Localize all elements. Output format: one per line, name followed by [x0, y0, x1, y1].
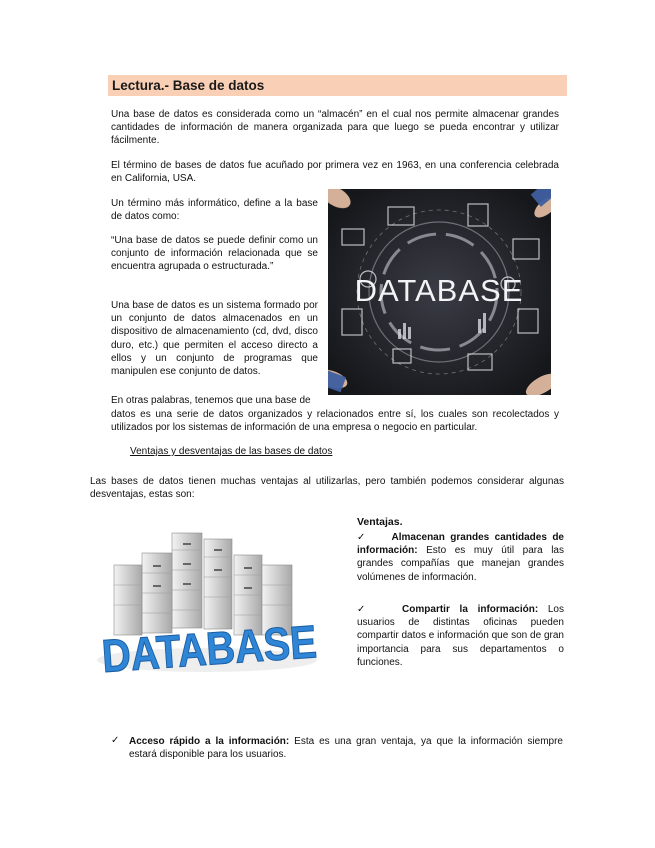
paragraph-history: El término de bases de datos fue acuñado por primera vez en 1963, en una conferencia celebrada en California, USA.	[111, 160, 559, 185]
advantage-storage	[357, 531, 564, 584]
paragraph-definition-quote: “Una base de datos se puede definir como un conjunto de información relacionada que se encuentra agrupada o estructurada.”	[111, 235, 318, 273]
paragraph-other-words: datos es una serie de datos organizados y relacionados entre sí, los cuales son recolectados y utilizados por los sistemas de información de una empresa o negocio en particular.	[111, 409, 559, 434]
advantage-storage-title: Almacenan grandes cantidades de información:	[357, 532, 564, 557]
paragraph-advantages-intro: Las bases de datos tienen muchas ventajas al utilizarlas, pero también podemos considerar algunas desventajas, estas son:	[90, 476, 564, 501]
check-icon: ✓	[357, 604, 373, 615]
advantage-fast-access-text: Esta es una gran ventaja, ya que la información siempre estará disponible para los usuarios.	[129, 736, 563, 761]
check-icon: ✓	[111, 735, 120, 746]
database-hud-graphic	[328, 189, 551, 395]
check-icon: ✓	[357, 532, 369, 543]
advantage-sharing	[357, 603, 564, 669]
database-illustration-image	[328, 189, 551, 395]
advantage-sharing-text: Los usuarios de distintas oficinas pueden compartir datos e información que son de gran importancia para sus departamentos o funciones.	[357, 604, 564, 668]
servers-graphic	[92, 525, 327, 685]
advantage-fast-access-title: Acceso rápido a la información:	[129, 736, 290, 747]
paragraph-system: Una base de datos es un sistema formado por un conjunto de datos almacenados en un dispositivo de almacenamiento (cd, dvd, disco duro, etc.) que permiten el acceso directo a ellos y un conjunto de programas que manipulen ese conjunto de datos.	[111, 300, 318, 378]
advantages-heading: Ventajas.	[357, 516, 403, 528]
paragraph-definition-lead: Un término más informático, define a la base de datos como:	[111, 198, 318, 223]
page-title: Lectura.- Base de datos	[112, 78, 265, 93]
paragraph-intro: Una base de datos es considerada como un “almacén” en el cual nos permite almacenar grandes cantidades de información de manera organizada para que luego se pueda encontrar y utilizar fácilmente.	[111, 109, 559, 147]
section-title: Ventajas y desventajas de las bases de datos	[130, 446, 333, 457]
paragraph-other-words-line1: En otras palabras, tenemos que una base de	[111, 395, 311, 406]
advantage-fast-access	[129, 735, 563, 761]
database-word: DATABASE	[354, 273, 524, 308]
title-bar	[108, 75, 567, 96]
advantage-sharing-title: Compartir la información:	[402, 604, 539, 615]
database-servers-image	[92, 525, 327, 685]
advantage-storage-text: Esto es muy útil para las grandes compañías que manejan grandes volúmenes de información.	[357, 545, 564, 583]
database-logo-word: DATABASE	[100, 613, 327, 683]
